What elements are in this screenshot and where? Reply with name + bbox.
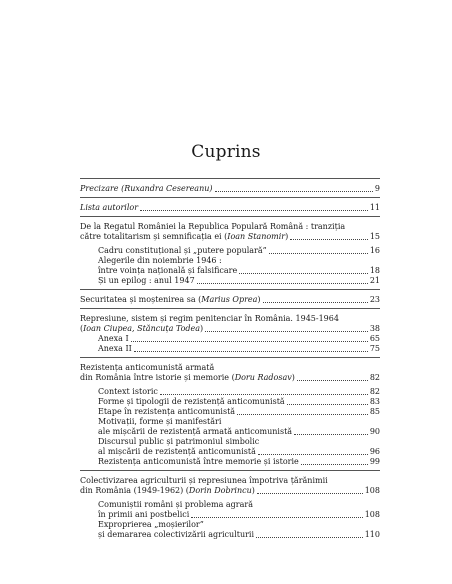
toc-entry xyxy=(80,373,380,383)
dot-leader xyxy=(205,331,368,332)
toc-entry xyxy=(80,530,380,540)
toc-section xyxy=(80,470,380,540)
entry-title: ale mișcării de rezistență armată anticomunistă xyxy=(98,427,293,436)
toc-entry xyxy=(80,417,380,427)
toc-entry xyxy=(80,276,380,286)
toc-entry xyxy=(80,407,380,417)
entry-title: în primii ani postbelici xyxy=(98,510,190,519)
toc-entry xyxy=(80,184,380,194)
dot-leader xyxy=(256,537,363,538)
toc-entry xyxy=(80,344,380,354)
entry-title: Și un epilog : anul 1947 xyxy=(98,276,195,285)
toc-entry-text xyxy=(98,457,299,467)
entry-title: Anexa II xyxy=(98,344,132,353)
entry-title: între voința națională și falsificare xyxy=(98,266,238,275)
toc-section xyxy=(80,216,380,286)
dot-leader xyxy=(134,351,368,352)
toc-entry xyxy=(80,486,380,496)
page-number: 21 xyxy=(369,276,380,285)
entry-title: Context istoric xyxy=(98,387,158,396)
page-number: 75 xyxy=(369,344,380,353)
toc-section xyxy=(80,357,380,467)
page-number: 11 xyxy=(369,203,380,212)
dot-leader xyxy=(191,517,362,518)
entry-paren: ) xyxy=(257,295,261,304)
toc-entry xyxy=(80,447,380,457)
dot-leader xyxy=(215,191,373,192)
toc-entry-text xyxy=(98,334,129,344)
toc-entry-text xyxy=(98,276,195,286)
toc-entry xyxy=(80,437,380,447)
dot-leader xyxy=(257,493,363,494)
page-title: Cuprins xyxy=(191,142,261,162)
toc-entry-text xyxy=(80,203,138,213)
toc-entry-text xyxy=(98,417,221,426)
page-number: 108 xyxy=(364,510,380,519)
toc-entry xyxy=(80,232,380,242)
toc-entry-text xyxy=(80,222,345,231)
table-of-contents xyxy=(80,178,380,543)
toc-entry xyxy=(80,500,380,510)
entry-title: din România între istorie și memorie ( xyxy=(80,373,235,382)
entry-author: Lista autorilor xyxy=(80,203,139,212)
toc-entry-text xyxy=(98,427,292,437)
toc-entry xyxy=(80,457,380,467)
toc-entry xyxy=(80,324,380,334)
entry-paren: ) xyxy=(285,232,289,241)
dot-leader xyxy=(197,283,368,284)
toc-entry-text xyxy=(80,295,261,305)
page-number: 65 xyxy=(369,334,380,343)
entry-title: Represiune, sistem și regim penitenciar în România. 1945-1964 xyxy=(80,314,339,323)
entry-title: Discursul public și patrimoniul simbolic xyxy=(98,437,260,446)
entry-author: Precizare (Ruxandra Cesereanu) xyxy=(80,184,213,193)
toc-entry xyxy=(80,520,380,530)
entry-title: Colectivizarea agriculturii și represiunea împotriva țărănimii xyxy=(80,476,328,485)
toc-entry-text xyxy=(80,486,255,496)
dot-leader xyxy=(263,302,368,303)
toc-entry xyxy=(80,295,380,305)
toc-section xyxy=(80,289,380,305)
dot-leader xyxy=(237,414,368,415)
toc-section xyxy=(80,308,380,354)
entry-title: Rezistența anticomunistă armată xyxy=(80,363,215,372)
page-number: 15 xyxy=(369,232,380,241)
entry-title: către totalitarism și semnificația ei ( xyxy=(80,232,228,241)
page-number: 9 xyxy=(374,184,380,193)
toc-entry xyxy=(80,314,380,324)
page-number: 99 xyxy=(369,457,380,466)
dot-leader xyxy=(160,394,368,395)
entry-paren: ) xyxy=(291,373,295,382)
dot-leader xyxy=(239,273,368,274)
toc-entry-text xyxy=(98,447,256,457)
entry-title: Motivații, forme și manifestări xyxy=(98,417,222,426)
entry-title: Comuniștii români și problema agrară xyxy=(98,500,253,509)
dot-leader xyxy=(131,341,368,342)
entry-title: și demararea colectivizării agriculturii xyxy=(98,530,255,539)
toc-entry-text xyxy=(98,266,237,276)
entry-title: Exproprierea „moșierilor” xyxy=(98,520,204,529)
entry-author: Doru Radosav xyxy=(234,373,292,382)
page-number: 85 xyxy=(369,407,380,416)
toc-entry xyxy=(80,203,380,213)
toc-entry-text xyxy=(98,520,204,529)
toc-entry-text xyxy=(98,397,285,407)
toc-entry-text xyxy=(80,232,288,242)
page-number: 38 xyxy=(369,324,380,333)
toc-entry-text xyxy=(98,387,158,397)
toc-entry-text xyxy=(98,437,259,446)
toc-entry xyxy=(80,510,380,520)
toc-entry xyxy=(80,334,380,344)
page-number: 90 xyxy=(369,427,380,436)
dot-leader xyxy=(269,253,368,254)
toc-entry-text xyxy=(98,246,267,256)
dot-leader xyxy=(301,464,368,465)
entry-title: De la Regatul României la Republica Populară Română : tranziția xyxy=(80,222,346,231)
page-number: 18 xyxy=(369,266,380,275)
dot-leader xyxy=(294,434,368,435)
dot-leader xyxy=(140,210,368,211)
toc-entry-text xyxy=(80,363,214,372)
entry-title: Alegerile din noiembrie 1946 : xyxy=(98,256,222,265)
entry-paren: ) xyxy=(200,324,204,333)
toc-entry-text xyxy=(80,184,213,194)
toc-entry xyxy=(80,256,380,266)
toc-entry-text xyxy=(98,510,189,520)
toc-entry-text xyxy=(80,476,328,485)
toc-entry-text xyxy=(80,373,295,383)
page-number: 82 xyxy=(369,387,380,396)
toc-entry-text xyxy=(98,256,222,265)
toc-entry-text xyxy=(80,314,339,323)
dot-leader xyxy=(290,239,368,240)
entry-author: Ioan Stanomir xyxy=(227,232,286,241)
entry-title: Anexa I xyxy=(98,334,129,343)
page-number: 96 xyxy=(369,447,380,456)
entry-title: din România (1949-1962) ( xyxy=(80,486,189,495)
toc-entry xyxy=(80,397,380,407)
entry-title: Rezistența anticomunistă între memorie și istorie xyxy=(98,457,299,466)
entry-author: Marius Oprea xyxy=(201,295,258,304)
page-number: 108 xyxy=(364,486,380,495)
toc-entry-text xyxy=(98,407,235,417)
entry-title: Etape în rezistența anticomunistă xyxy=(98,407,236,416)
entry-title: Cadru constituțional și „putere populară” xyxy=(98,246,267,255)
entry-paren: ) xyxy=(251,486,255,495)
toc-entry xyxy=(80,222,380,232)
toc-entry xyxy=(80,476,380,486)
toc-entry-text xyxy=(98,530,254,540)
toc-entry xyxy=(80,387,380,397)
page-number: 82 xyxy=(369,373,380,382)
toc-entry-text xyxy=(98,500,253,509)
toc-entry xyxy=(80,266,380,276)
entry-title: ( xyxy=(80,324,84,333)
entry-author: Ioan Ciupea, Stăncuța Todea xyxy=(83,324,201,333)
entry-author: Dorin Dobrincu xyxy=(188,486,252,495)
toc-section xyxy=(80,178,380,194)
dot-leader xyxy=(297,380,368,381)
toc-entry-text xyxy=(80,324,203,334)
page-number: 16 xyxy=(369,246,380,255)
dot-leader xyxy=(258,454,368,455)
toc-entry xyxy=(80,246,380,256)
toc-entry xyxy=(80,427,380,437)
entry-title: al mișcării de rezistență anticomunistă xyxy=(98,447,256,456)
toc-entry-text xyxy=(98,344,132,354)
dot-leader xyxy=(287,404,368,405)
page-number: 83 xyxy=(369,397,380,406)
toc-entry xyxy=(80,363,380,373)
page-number: 23 xyxy=(369,295,380,304)
toc-section xyxy=(80,197,380,213)
entry-title: Forme și tipologii de rezistență anticomunistă xyxy=(98,397,285,406)
page-number: 110 xyxy=(364,530,380,539)
entry-title: Securitatea și moștenirea sa ( xyxy=(80,295,202,304)
